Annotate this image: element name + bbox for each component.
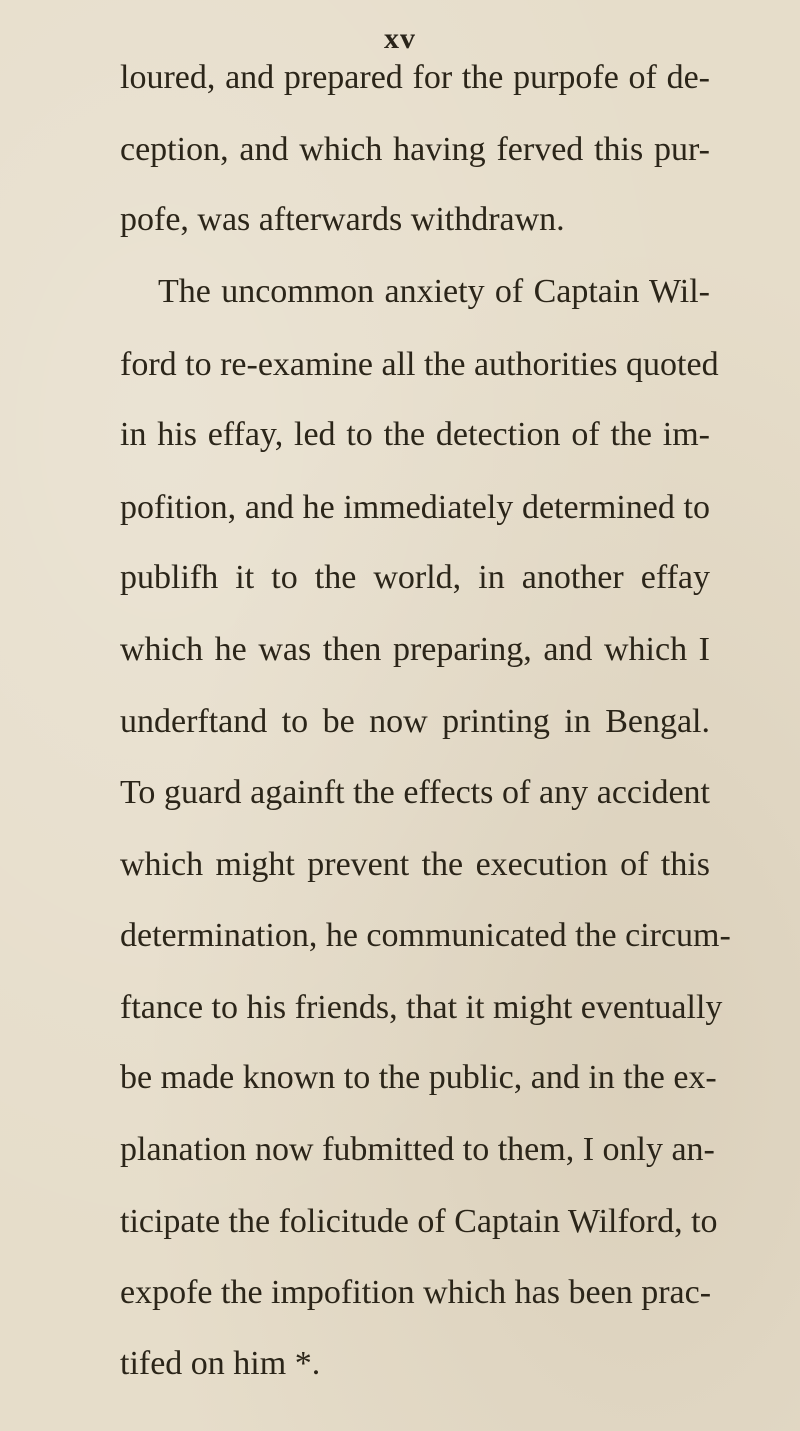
text-line: tifed on him *. — [120, 1345, 321, 1382]
text-line: which he was then preparing, and which I — [120, 631, 710, 668]
text-line: loured, and prepared for the purpofe of de- — [120, 59, 710, 96]
text-line: pofition, and he immediately determined to — [120, 489, 710, 526]
text-line: expofe the impofition which has been prac- — [120, 1274, 712, 1311]
text-line: ford to re-examine all the authorities quoted — [120, 346, 719, 383]
text-line: pofe, was afterwards withdrawn. — [120, 201, 565, 238]
text-line: ception, and which having ferved this pur- — [120, 131, 710, 168]
page-number: xv — [384, 22, 416, 55]
text-line: be made known to the public, and in the ex- — [120, 1059, 717, 1096]
text-line: ticipate the folicitude of Captain Wilford, to — [120, 1203, 718, 1240]
text-line: planation now fubmitted to them, I only an- — [120, 1131, 715, 1168]
text-line: determination, he communicated the circum- — [120, 917, 731, 954]
text-line: The uncommon anxiety of Captain Wil- — [158, 273, 710, 310]
text-line: publifh it to the world, in another effay — [120, 559, 710, 596]
text-line: which might prevent the execution of this — [120, 846, 710, 883]
text-line: underftand to be now printing in Bengal. — [120, 703, 710, 740]
text-line: ftance to his friends, that it might eventually — [120, 989, 723, 1026]
text-line: To guard againft the effects of any accident — [120, 774, 710, 811]
text-line: in his effay, led to the detection of the im- — [120, 416, 710, 453]
